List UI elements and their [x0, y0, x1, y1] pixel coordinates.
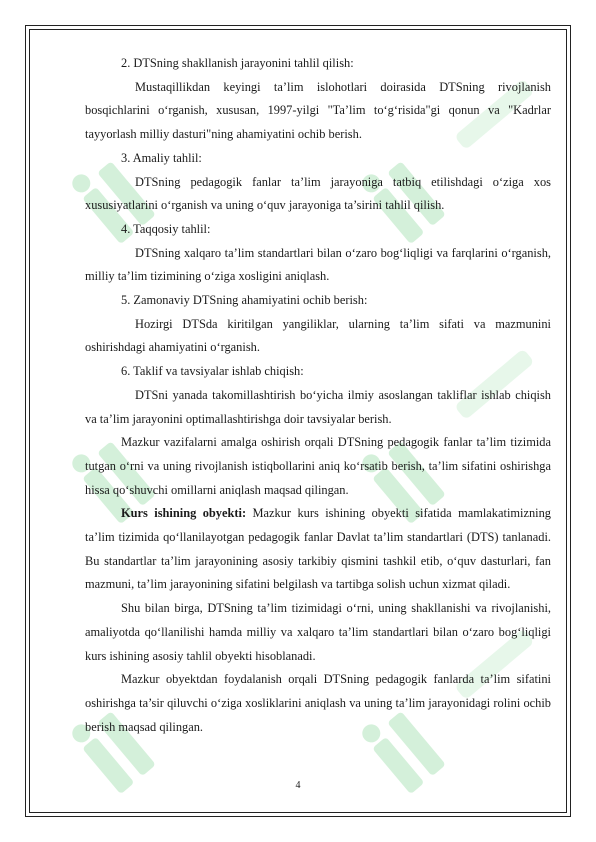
section-heading: 5. Zamonaviy DTSning ahamiyatini ochib berish: [121, 293, 368, 308]
paragraph: DTSni yanada takomillashtirish bo‘yicha ilmiy asoslangan takliflar ishlab chiqish va ta’lim jarayonini optimallashtirishga doir tavsiyalar berish. [85, 387, 551, 426]
document-body [85, 52, 551, 739]
paragraph: Mustaqillikdan keyingi ta’lim islohotlari doirasida DTSning rivojlanish bosqichlarini o‘rganish, xususan, 1997-yilgi "Ta’lim to‘g‘risida"gi qonun va "Kadrlar tayyorlash milliy dasturi"ning ahamiyatini ochib berish. [85, 79, 551, 142]
paragraph: Mazkur vazifalarni amalga oshirish orqali DTSning pedagogik fanlar ta’lim tizimida tutgan o‘rni va uning rivojlanish istiqbollarini aniq ko‘rsatib berish, ta’lim sifatini oshirishga hissa qo‘shuvchi omillarni aniqlash maqsad qilingan. [85, 435, 551, 497]
section-heading: 3. Amaliy tahlil: [121, 150, 202, 165]
paragraph-object [85, 502, 551, 597]
paragraph: DTSning pedagogik fanlar ta’lim jarayoniga tatbiq etilishdagi o‘ziga xos xususiyatlarini o‘rganish va uning o‘quv jarayoniga ta’sirini tahlil qilish. [85, 174, 551, 213]
section-heading: 4. Taqqosiy tahlil: [121, 221, 211, 236]
object-text: Mazkur kurs ishining obyekti sifatida mamlakatimizning ta’lim tizimida qo‘llanilayotgan pedagogik fanlar Davlat ta’lim standartlari (DTS) tanlanadi. Bu standartlar ta’lim jarayonining asosiy tarkibiy qismini tashkil etib, o‘quv dasturlari, fan mazmuni, ta’lim jarayonining sifatini belgilash va tartibga solish uchun xizmat qiladi. [85, 506, 551, 592]
object-label: Kurs ishining obyekti: [121, 506, 247, 521]
paragraph: Shu bilan birga, DTSning ta’lim tizimidagi o‘rni, uning shakllanishi va rivojlanishi, amaliyotda qo‘llanilishi hamda milliy va xalqaro ta’lim standartlari bilan o‘zaro bog‘liqligi kurs ishining asosiy tahlil obyekti hisoblanadi. [85, 601, 551, 663]
paragraph: Hozirgi DTSda kiritilgan yangiliklar, ularning ta’lim sifati va mazmunini oshirishdagi ahamiyatini o‘rganish. [85, 316, 551, 355]
page-number: 4 [295, 780, 301, 791]
section-heading: 2. DTSning shakllanish jarayonini tahlil qilish: [121, 56, 354, 70]
paragraph: DTSning xalqaro ta’lim standartlari bilan o‘zaro bog‘liqligi va farqlarini o‘rganish, milliy ta’lim tizimining o‘ziga xosligini aniqlash. [85, 245, 551, 284]
paragraph: Mazkur obyektdan foydalanish orqali DTSning pedagogik fanlarda ta’lim sifatini oshirishga ta’sir qiluvchi o‘ziga xosliklarini aniqlash va uning ta’lim jarayonidagi rolini ochib berish maqsad qilingan. [85, 672, 551, 734]
section-heading: 6. Taklif va tavsiyalar ishlab chiqish: [121, 364, 304, 379]
